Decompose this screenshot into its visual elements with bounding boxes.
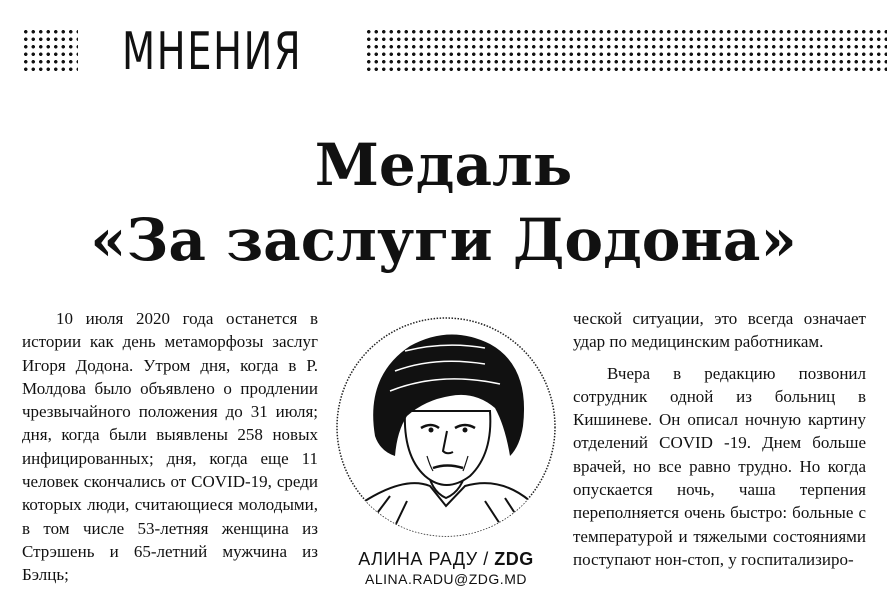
paragraph: ческой ситуации, это всегда означает удар по медицинским работникам. — [573, 309, 866, 352]
section-header — [0, 22, 887, 82]
dot-pattern-left — [22, 28, 78, 74]
portrait-illustration — [335, 316, 557, 538]
dot-pattern-right — [365, 28, 887, 74]
author-portrait — [335, 316, 557, 538]
section-title: МНЕНИЯ — [122, 22, 303, 82]
author-email[interactable]: ALINA.RADU@ZDG.MD — [365, 571, 527, 587]
headline-line-1: Медаль — [314, 131, 573, 199]
byline-separator: / — [483, 549, 489, 569]
author-name: АЛИНА РАДУ — [358, 549, 478, 569]
author-outlet: ZDG — [494, 549, 534, 569]
article-column-2 — [573, 307, 866, 571]
author-byline — [335, 549, 557, 570]
article-headline — [0, 128, 887, 278]
headline-line-2: «За заслуги Додона» — [90, 206, 797, 274]
paragraph: 10 июля 2020 года останется в истории как день метаморфозы заслуг Игоря Додона. Утром дня, когда в Р. Молдова было объявлено о продлении чрезвычайного положения до 31 июля; дня, когда были выявлены 258 новых инфицированных; дня, когда еще 11 человек скончались от COVID-19, среди которых люди, считающиеся молодыми, в том числе 53-летняя женщина из Стрэшень и 65-летний мужчина из Бэлць; — [22, 309, 318, 585]
paragraph: Вчера в редакцию позвонил сотрудник одной из больниц в Кишиневе. Он описал ночную картину отделений COVID -19. Днем больше врачей, но все равно трудно. Но когда опускается ночь, чаша терпения переполняется очень быстро: больные с температурой и тяжелыми состояниями поступают нон-стоп, у госпитализиро- — [573, 363, 866, 569]
article-column-1 — [22, 307, 318, 587]
